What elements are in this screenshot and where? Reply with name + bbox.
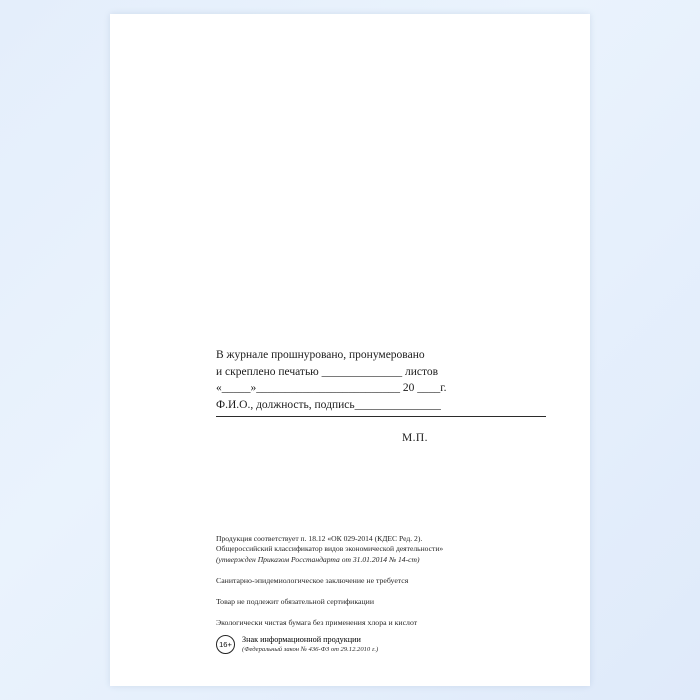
spacer-2 xyxy=(216,586,566,596)
conformity-line-1: Продукция соответствует п. 18.12 «ОК 029-2014 (КДЕС Ред. 2). xyxy=(216,534,423,543)
stamp-place-label: М.П. xyxy=(402,432,428,444)
certification-block xyxy=(216,347,546,417)
certification-line-1: В журнале прошнуровано, пронумеровано xyxy=(216,349,425,361)
spacer-1 xyxy=(216,565,566,575)
age-rating-block xyxy=(216,634,378,654)
document-page xyxy=(110,14,590,686)
spacer-3 xyxy=(216,607,566,617)
certification-note: Товар не подлежит обязательной сертификации xyxy=(216,597,374,607)
certification-line-4: Ф.И.О., должность, подпись_______________ xyxy=(216,398,441,411)
conformity-line-3: (утвержден Приказом Росстандарта от 31.01.2014 № 14-ст) xyxy=(216,554,420,564)
sanitary-note: Санитарно-эпидемиологическое заключение не требуется xyxy=(216,576,409,586)
certification-line-3: «_____»_________________________ 20 ____г. xyxy=(216,382,447,394)
certification-line-2: и скреплено печатью ______________ листов xyxy=(216,365,439,378)
age-rating-title: Знак информационной продукции xyxy=(242,635,361,644)
signature-rule xyxy=(216,416,546,417)
legal-block xyxy=(216,534,566,628)
paper-note: Экологически чистая бумага без применения хлора и кислот xyxy=(216,618,418,628)
age-rating-text xyxy=(242,634,378,654)
age-rating-law: (Федеральный закон № 436-ФЗ от 29.12.2010 г.) xyxy=(242,646,379,653)
conformity-line-2: Общероссийский классификатор видов экономической деятельности» xyxy=(216,544,444,554)
age-badge-icon: 16+ xyxy=(216,635,235,654)
